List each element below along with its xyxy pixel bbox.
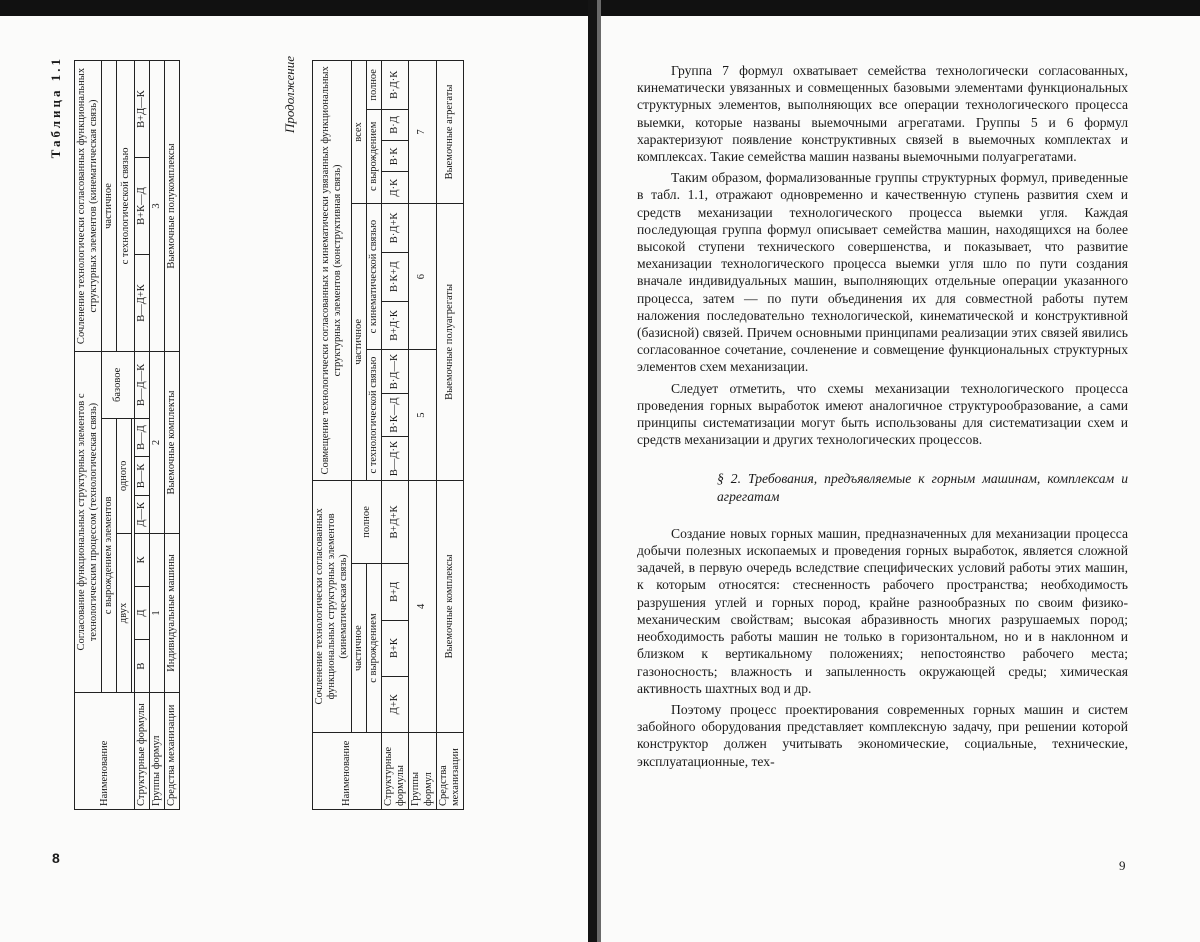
formula-cell: В·Д·К (382, 61, 409, 110)
paragraph: Следует отметить, что схемы механизации технологического процесса проведения горных выработок имеют аналогичное структурообразование, а сами принципы систематизации могут быть использованы для систематизации схем и средств механизации и других технологических процессов. (637, 380, 1128, 449)
left-page-tables (50, 50, 570, 850)
header-all: всех (352, 61, 367, 204)
means-cell: Выемочные комплексы (436, 480, 463, 732)
formula-cell: К (135, 534, 150, 587)
header-base: базовое (102, 351, 135, 418)
header-degenerate: с вырождением элементов (102, 418, 117, 692)
header-degen-2: с вырождением (367, 109, 382, 203)
formula-cell: В·К—Д (382, 393, 409, 436)
group-cell: 6 (409, 203, 436, 349)
formula-cell: В (135, 640, 150, 693)
header-one: одного (117, 418, 132, 533)
row-label-groups: Группы формул (409, 733, 436, 810)
group-cell: 4 (409, 480, 436, 732)
header-coordination: Согласование функциональных структурных элементов с технологическим процессом (технологическая связь) (75, 351, 102, 692)
group-cell: 7 (409, 61, 436, 204)
formula-cell: В—Д·К (382, 437, 409, 481)
header-partial: частичное (102, 61, 117, 352)
formula-cell: В+Д—К (135, 61, 150, 158)
formula-cell: В+Д (382, 564, 409, 620)
paragraph: Таким образом, формализованные группы структурных формул, приведенные в табл. 1.1, отражают одновременно и качественную ступень развития схем и средств механизации технологического процесса выемки угля. Каждая последующая группа формул описывает семейства машин, находящихся на более высокой ступени технического совершенства, и показывает, что развитие механизации технологического процесса выемки угля шло по пути создания вначале индивидуальных машин, выполняющих отдельные операции указанного процесса, затем — по пути объединения их для совместной работы путем наложения последовательно технологической, кинематической и конструктивной (базисной) связей. Причем основными принципами реализации этих связей явились согласованное сочетание, сочленение и совмещение функциональных структурных элементов схем механизации. (637, 169, 1128, 375)
formula-cell: В+Д·К (382, 301, 409, 350)
name-header: Наименование (313, 733, 382, 810)
group-cell: 1 (150, 534, 165, 693)
formula-cell: В+Д+К (382, 480, 409, 563)
means-cell: Выемочные полукомплексы (165, 61, 180, 352)
group-cell: 5 (409, 350, 436, 480)
section-heading: § 2. Требования, предъявляемые к горным машинам, комплексам и агрегатам (637, 470, 1128, 504)
row-label-means: Средства механизации (436, 733, 463, 810)
header-degen: с вырождением (367, 564, 382, 733)
formula-cell: Д+К (382, 676, 409, 732)
formula-cell: В—Д—К (135, 351, 150, 418)
header-full-2: полное (367, 61, 382, 110)
formula-cell: В·Д+К (382, 203, 409, 252)
paragraph: Поэтому процесс проектирования современных горных машин и систем забойного оборудования представляет комплексную задачу, при решении которой конструктор должен учитывать экономические, социальные, технические, эксплуатационные, тех- (637, 701, 1128, 770)
name-header: Наименование (75, 693, 135, 810)
means-cell: Индивидуальные машины (165, 534, 180, 693)
formula-cell: В—Д (135, 418, 150, 456)
table-1-1-continued (312, 60, 464, 810)
right-page-number: 9 (1119, 858, 1126, 874)
formula-cell: В·Д—К (382, 350, 409, 394)
table-1-1 (74, 60, 180, 810)
header-combined: Сочленение технологически согласованных функциональных структурных элементов (кинематическая связь) (75, 61, 102, 352)
header-combination: Сочленение технологически согласованных функциональных структурных элементов (кинематическая связь) (313, 480, 352, 732)
table-caption: Таблица 1.1 (48, 56, 64, 158)
row-label-means: Средства механизации (165, 693, 180, 810)
formula-cell: В·К+Д (382, 252, 409, 301)
header-partial-2: частичное (352, 203, 367, 480)
means-cell: Выемочные комплекты (165, 351, 180, 533)
header-techlink: с технологической связью (117, 61, 135, 352)
table-continuation-caption: Продолжение (282, 56, 298, 133)
left-page-number: 8 (52, 850, 60, 866)
paragraph: Группа 7 формул охватывает семейства технологически согласованных, кинематически увязанных и совмещенных базовыми элементами функциональных структурных элементов, выполняющих все операции технологического процесса выемки, которые названы выемочными агрегатами. Группы 5 и 6 формул характеризуют появление конструктивных связей в выемочных комплектах и комплексах. Такие семейства машин названы выемочными полуагрегатами. (637, 62, 1128, 165)
group-cell: 2 (150, 351, 165, 533)
formula-cell: В+К—Д (135, 158, 150, 255)
right-page-body (637, 62, 1128, 770)
header-partial: частичное (352, 564, 367, 733)
rotated-table-block (50, 50, 570, 850)
formula-cell: Д—К (135, 495, 150, 533)
means-cell: Выемочные полуагрегаты (436, 203, 463, 480)
header-kin: с кинематической связью (367, 203, 382, 349)
group-cell: 3 (150, 61, 165, 352)
row-label-formulas: Структурные формулы (135, 693, 150, 810)
formula-cell: Д·К (382, 172, 409, 204)
formula-cell: Д (135, 586, 150, 639)
header-tech: с технологической связью (367, 350, 382, 480)
formula-cell: В—Д+К (135, 254, 150, 351)
row-label-groups: Группы формул (150, 693, 165, 810)
header-merge: Совмещение технологически согласованных и кинематически увязанных функциональных структурных элементов (конструктивная связь) (313, 61, 352, 481)
header-two: двух (117, 534, 132, 693)
formula-cell: В+К (382, 620, 409, 676)
formula-cell: В·К (382, 141, 409, 172)
formula-cell: В·Д (382, 109, 409, 141)
row-label-formulas: Структурные формулы (382, 733, 409, 810)
formula-cell: В—К (135, 457, 150, 495)
book-gutter (588, 0, 597, 942)
means-cell: Выемочные агрегаты (436, 61, 463, 204)
paragraph: Создание новых горных машин, предназначенных для механизации процесса добычи полезных ископаемых и проведения горных выработок, является сложной задачей, в первую очередь вследствие специфических условий работы этих машин, к которым относятся: стесненность рабочего пространства; необходимость разрушения углей и горных пород, крайне разнообразных по своим физико-механическим свойствам; высокая абразивность многих разрушаемых пород; необходимость работы машин не только в горизонтальном, но и в наклонном и близком к вертикальному положениях; непостоянство рабочего места; газоносность; влажность и запыленность окружающей среды; химическая активность шахтных вод и др. (637, 525, 1128, 697)
book-gutter-shadow (597, 0, 601, 942)
header-full: полное (352, 480, 382, 563)
